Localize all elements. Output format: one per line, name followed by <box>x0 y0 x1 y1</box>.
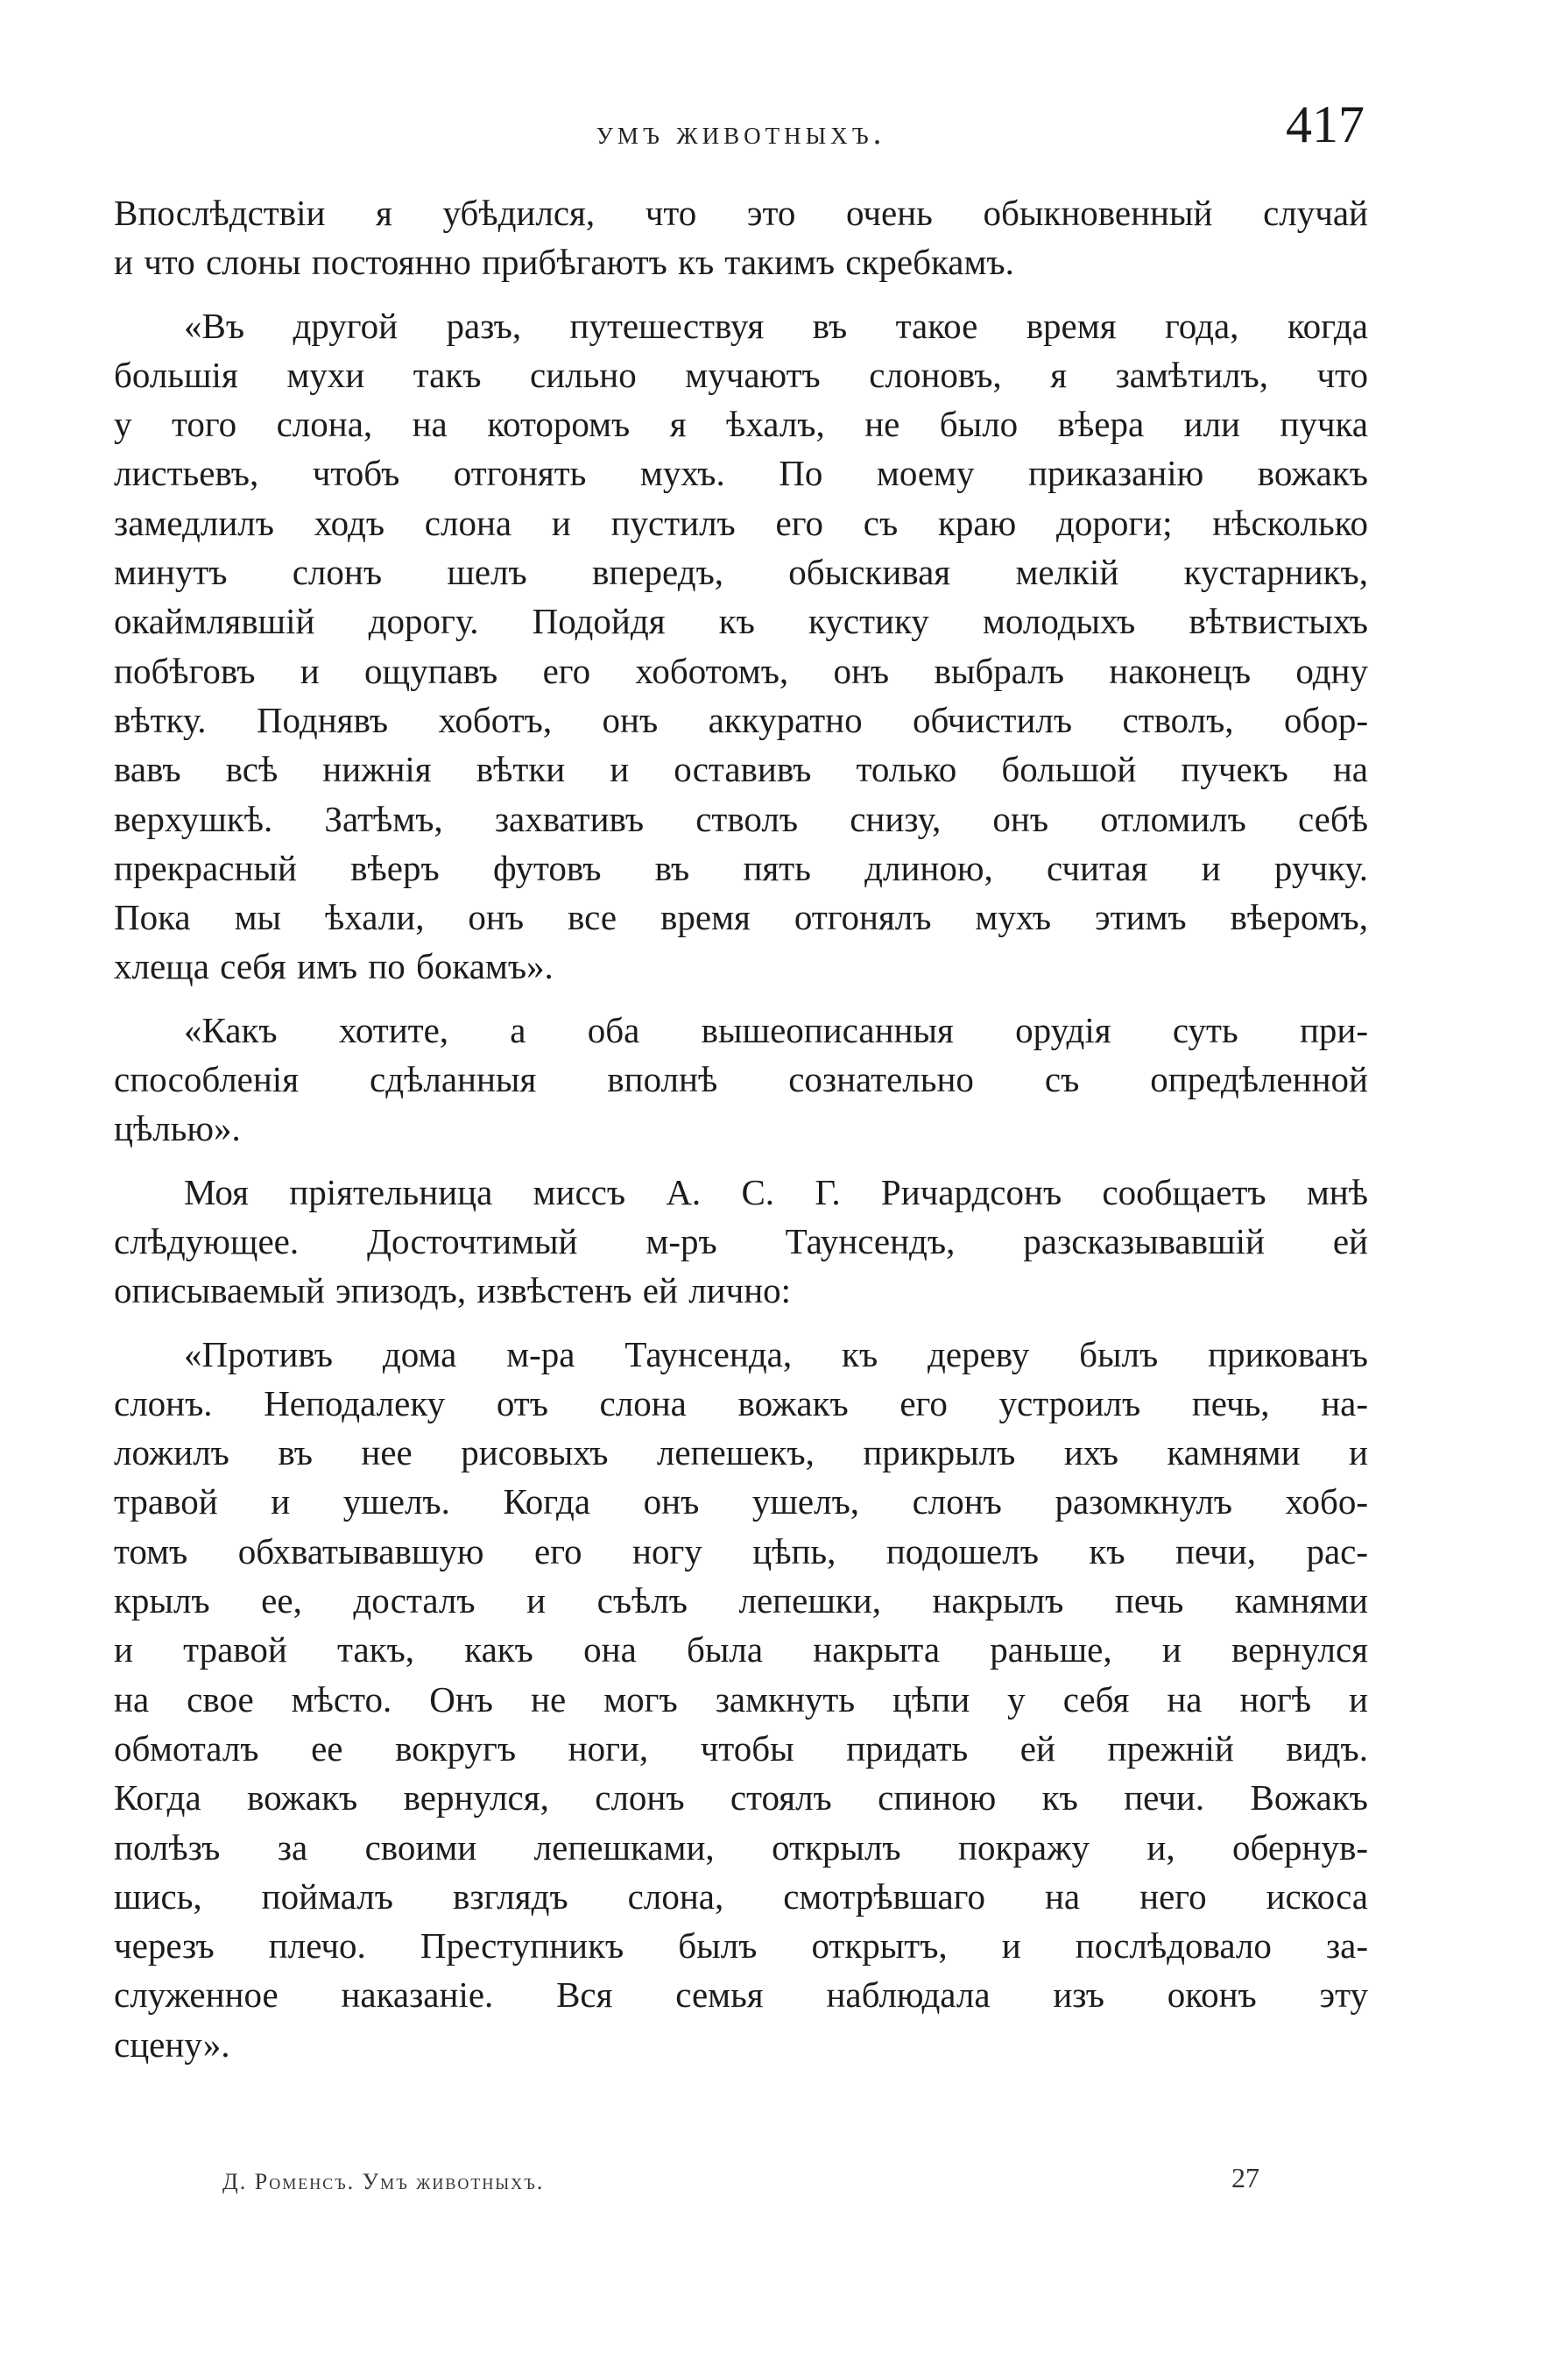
text-line: Впослѣдствіи я убѣдился, что это очень обыкновенный случай <box>114 193 1368 233</box>
text-line: и травой такъ, какъ она была накрыта раньше, и вернулся <box>114 1629 1368 1670</box>
text-line: «Какъ хотите, а оба вышеописанныя орудія суть при- <box>184 1009 1368 1050</box>
text-line: полѣзъ за своими лепешками, открылъ покражу и, обернув- <box>114 1826 1368 1868</box>
text-line: слонъ. Неподалеку отъ слона вожакъ его устроилъ печь, на- <box>114 1382 1368 1423</box>
paragraph <box>114 1006 1368 1154</box>
text-line: вавъ всѣ нижнія вѣтки и оставивъ только большой пучекъ на <box>114 749 1368 790</box>
text-line: сцену». <box>114 2023 230 2065</box>
text-line: большія мухи такъ сильно мучаютъ слоновъ, я замѣтилъ, что <box>114 354 1368 395</box>
paragraph-gap <box>114 1154 1368 1168</box>
running-title: умъ животныхъ. <box>596 115 886 152</box>
text-line: листьевъ, чтобъ отгонять мухъ. По моему приказанію вожакъ <box>114 453 1368 494</box>
text-line: черезъ плечо. Преступникъ былъ открытъ, и послѣдовало за- <box>114 1925 1368 1967</box>
text-line: прекрасный вѣеръ футовъ въ пять длиною, считая и ручку. <box>114 847 1368 888</box>
text-line: «Въ другой разъ, путешествуя въ такое время года, когда <box>184 305 1368 346</box>
paragraph <box>114 301 1368 992</box>
text-line: травой и ушелъ. Когда онъ ушелъ, слонъ разомкнулъ хобо- <box>114 1481 1368 1522</box>
text-line: цѣлью». <box>114 1108 241 1149</box>
text-line: на свое мѣсто. Онъ не могъ замкнуть цѣпи у себя на ногѣ и <box>114 1678 1368 1720</box>
signature-number: 27 <box>1231 2162 1259 2193</box>
text-line: способленія сдѣланныя вполнѣ сознательно съ опредѣленной <box>114 1059 1368 1100</box>
text-line: «Противъ дома м-ра Таунсенда, къ дереву былъ прикованъ <box>184 1333 1368 1374</box>
text-line: вѣтку. Поднявъ хоботъ, онъ аккуратно обчистилъ стволъ, обор- <box>114 699 1368 740</box>
text-line: шись, поймалъ взглядъ слона, смотрѣвшаго на него искоса <box>114 1875 1368 1917</box>
printer-signature: Д. Роменсъ. Умъ животныхъ. <box>222 2169 545 2194</box>
text-line: описываемый эпизодъ, извѣстенъ ей лично: <box>114 1270 792 1311</box>
text-line: слѣдующее. Досточтимый м-ръ Таунсендъ, разсказывавшій ей <box>114 1220 1368 1261</box>
paragraph-gap <box>114 287 1368 301</box>
text-line: минутъ слонъ шелъ впередъ, обыскивая мелкій кустарникъ, <box>114 552 1368 593</box>
text-line: крылъ ее, досталъ и съѣлъ лепешки, накрылъ печь камнями <box>114 1580 1368 1621</box>
text-line: служенное наказаніе. Вся семья наблюдала изъ оконъ эту <box>114 1974 1368 2016</box>
paragraph-gap <box>114 992 1368 1006</box>
text-line: ложилъ въ нее рисовыхъ лепешекъ, прикрылъ ихъ камнями и <box>114 1432 1368 1473</box>
text-line: хлеща себя имъ по бокамъ». <box>114 946 554 987</box>
text-line: Пока мы ѣхали, онъ все время отгонялъ мухъ этимъ вѣеромъ, <box>114 897 1368 938</box>
text-line: окаймлявшій дорогу. Подойдя къ кустику молодыхъ вѣтвистыхъ <box>114 601 1368 642</box>
paragraph <box>114 188 1368 287</box>
text-line: побѣговъ и ощупавъ его хоботомъ, онъ выбралъ наконецъ одну <box>114 650 1368 691</box>
text-line: Моя пріятельница миссъ А. С. Г. Ричардсонъ сообщаетъ мнѣ <box>184 1171 1368 1212</box>
paragraph <box>114 1168 1368 1316</box>
paragraph <box>114 1330 1368 2069</box>
text-line: и что слоны постоянно прибѣгаютъ къ такимъ скребкамъ. <box>114 242 1014 283</box>
paragraph-gap <box>114 1316 1368 1330</box>
page-footer <box>114 2157 1368 2209</box>
text-line: верхушкѣ. Затѣмъ, захвативъ стволъ снизу, онъ отломилъ себѣ <box>114 798 1368 839</box>
text-line: замедлилъ ходъ слона и пустилъ его съ краю дороги; нѣсколько <box>114 502 1368 543</box>
page-number: 417 <box>1286 95 1365 153</box>
text-line: обмоталъ ее вокругъ ноги, чтобы придать ей прежній видъ. <box>114 1727 1368 1769</box>
text-line: у того слона, на которомъ я ѣхалъ, не было вѣера или пучка <box>114 404 1368 445</box>
text-line: томъ обхватывавшую его ногу цѣпь, подошелъ къ печи, рас- <box>114 1530 1368 1571</box>
body-text <box>114 188 1368 2069</box>
running-head <box>114 95 1368 156</box>
text-line: Когда вожакъ вернулся, слонъ стоялъ спиною къ печи. Вожакъ <box>114 1777 1368 1819</box>
